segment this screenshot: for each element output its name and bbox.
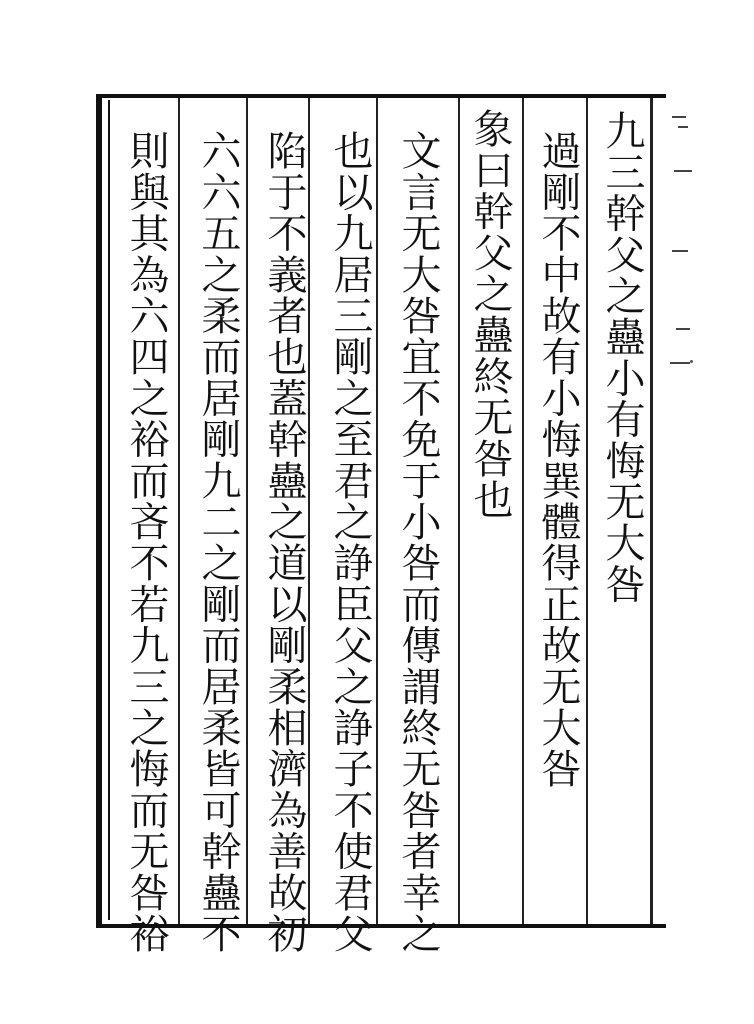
text-column-5: 也以九居三剛之至君之諍臣父之諍子不使君父 <box>327 130 373 954</box>
text-column-1: 九三幹父之蠱小有悔无大咎 <box>599 110 645 605</box>
margin-bleed-marks <box>670 100 700 500</box>
column-rule <box>178 98 180 924</box>
column-rule <box>458 98 460 924</box>
text-column-6: 陷于不義者也蓋幹蠱之道以剛柔相濟為善故初 <box>261 130 307 954</box>
text-column-3: 象曰幹父之蠱終无咎也 <box>467 108 513 520</box>
right-edge-rule <box>650 98 653 924</box>
speck <box>690 360 693 363</box>
column-rule <box>586 98 588 924</box>
column-rule <box>246 98 248 924</box>
text-column-7: 六六五之柔而居剛九二之剛而居柔皆可幹蠱不 <box>195 130 241 954</box>
text-column-8: 則與其為六四之裕而吝不若九三之悔而无咎裕 <box>123 130 169 954</box>
column-rule <box>522 98 524 924</box>
text-column-4: 文言无大咎宜不免于小咎而傳謂終无咎者幸之 <box>395 130 441 954</box>
inner-border-rule <box>108 100 110 920</box>
text-column-2: 過剛不中故有小悔巽體得正故无大咎 <box>535 130 581 790</box>
column-rule <box>308 98 310 924</box>
column-rule <box>376 98 378 924</box>
